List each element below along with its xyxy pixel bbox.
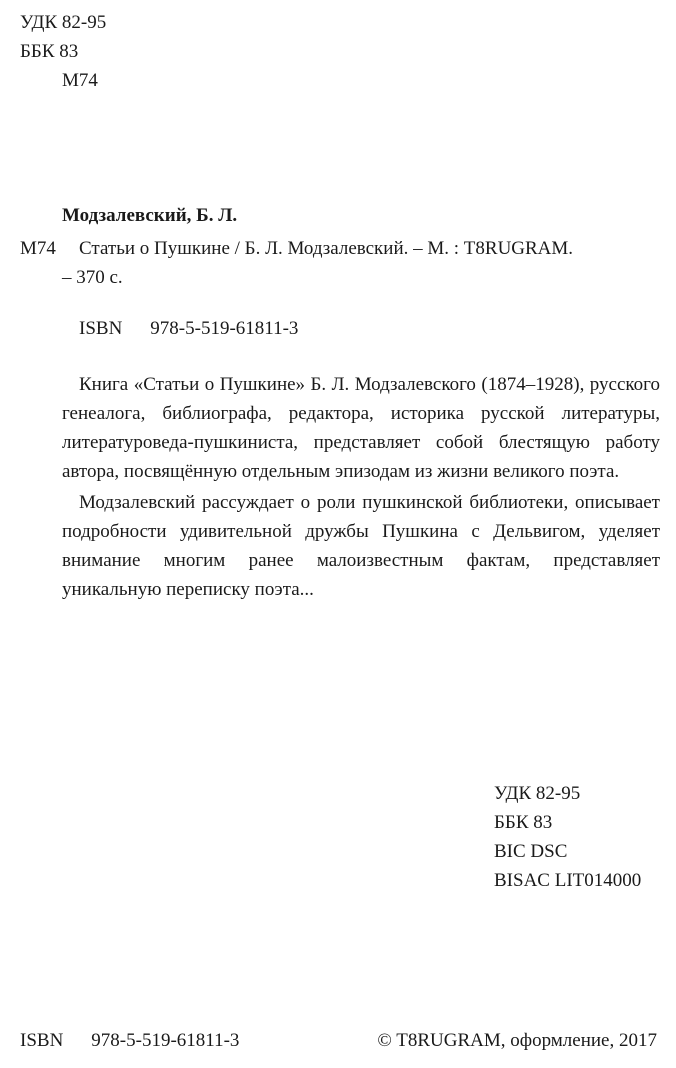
isbn-label: ISBN [20,1030,64,1051]
udk-code: УДК 82-95 [494,783,581,804]
copyright-notice: © T8RUGRAM, оформление, 2017 [377,1030,657,1051]
annotation-paragraph: Модзалевский рассуждает о роли пушкинской библиотеки, описывает подробности удивительной дружбы Пушкина с Дельвигом, уделяет внимание многим ранее малоизвестным фактам, представляет уникальную переписку поэта... [62,492,660,600]
bottom-classification-codes [494,779,641,895]
author-heading: Модзалевский, Б. Л. [62,205,238,226]
isbn-value: 978-5-519-61811-3 [91,1030,240,1051]
isbn-label: ISBN [79,318,123,339]
udk-code: УДК 82-95 [20,12,107,33]
author-mark: М74 [62,70,98,91]
isbn-line [79,318,298,340]
bibliographic-pages-line: – 370 с. [62,267,123,288]
annotation [62,370,660,604]
bbk-code: ББК 83 [20,41,79,62]
footer-isbn [20,1030,239,1052]
top-classification-codes [20,8,106,95]
entry-author-mark: М74 [20,238,56,259]
bbk-code: ББК 83 [494,812,553,833]
isbn-value: 978-5-519-61811-3 [150,318,299,339]
bisac-code: BISAC LIT014000 [494,870,642,891]
annotation-paragraph: Книга «Статьи о Пушкине» Б. Л. Модзалевского (1874–1928), русского генеалога, библиографа, редактора, историка русской литературы, литературоведа-пушкиниста, представляет собой блестящую работу автора, посвящённую отдельным эпизодам из жизни великого поэта. [62,374,660,482]
bic-code: BIC DSC [494,841,568,862]
bibliographic-title-line: Статьи о Пушкине / Б. Л. Модзалевский. – М. : T8RUGRAM. [79,238,574,259]
